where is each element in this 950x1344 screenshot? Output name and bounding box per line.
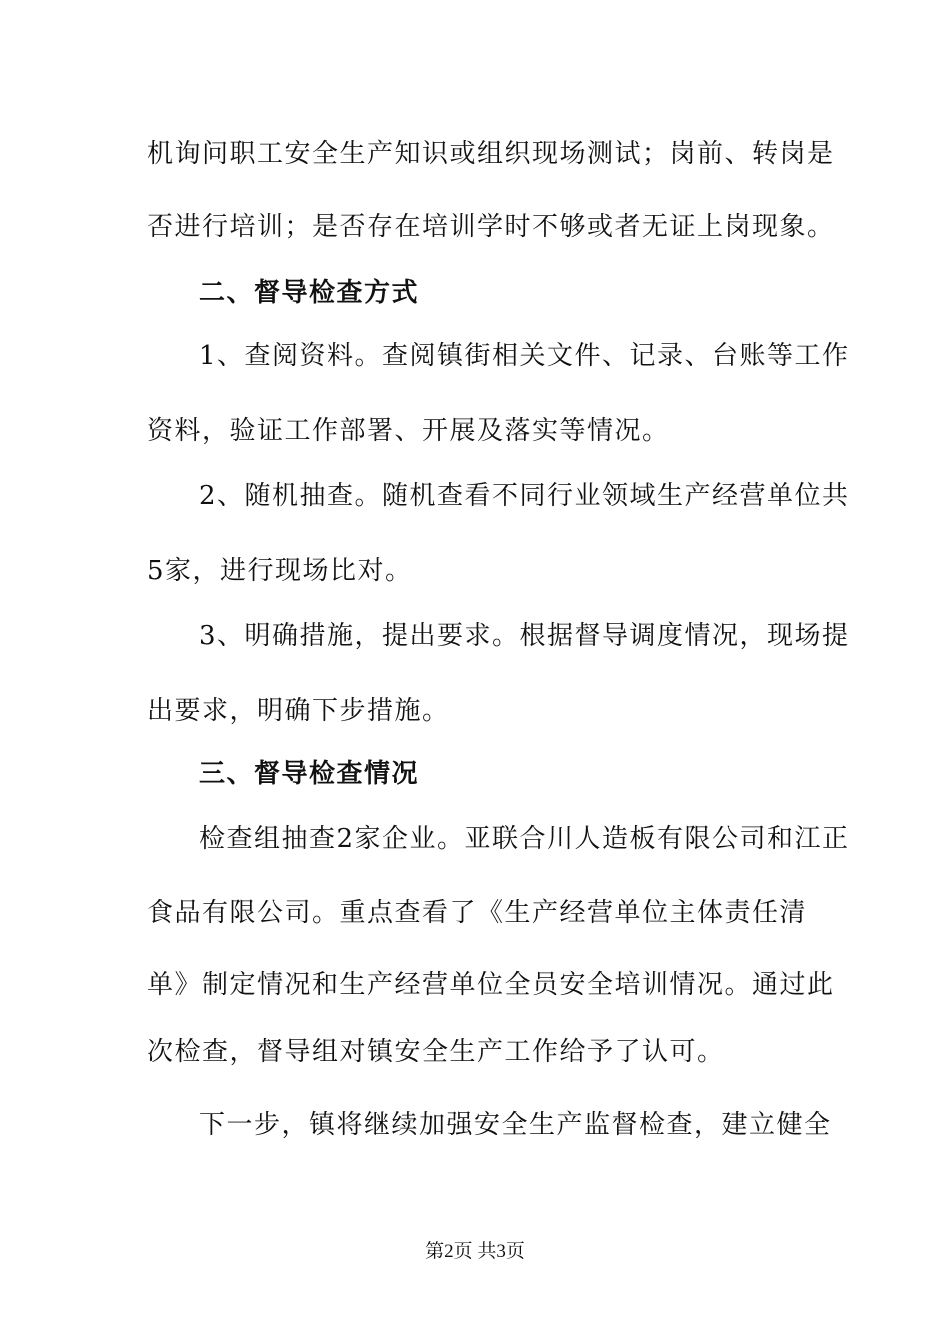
- body-line-10: 食品有限公司。重点查看了《生产经营单位主体责任清: [147, 898, 808, 928]
- body-line-7: 3、明确措施，提出要求。根据督导调度情况，现场提: [199, 621, 850, 651]
- body-line-12: 次检查，督导组对镇安全生产工作给予了认可。: [147, 1037, 725, 1067]
- body-line-3: 1、查阅资料。查阅镇街相关文件、记录、台账等工作: [199, 341, 850, 371]
- body-line-6: 5家，进行现场比对。: [147, 556, 413, 586]
- section-heading-2: 二、督导检查方式: [199, 278, 420, 308]
- body-line-5: 2、随机抽查。随机查看不同行业领域生产经营单位共: [199, 481, 850, 511]
- body-line-8: 出要求，明确下步措施。: [147, 696, 450, 726]
- body-line-13: 下一步，镇将继续加强安全生产监督检查，建立健全: [199, 1110, 832, 1140]
- body-line-1: 机询问职工安全生产知识或组织现场测试；岗前、转岗是: [147, 139, 835, 169]
- body-line-4: 资料，验证工作部署、开展及落实等情况。: [147, 416, 670, 446]
- page-footer: 第2页 共3页: [425, 1241, 525, 1262]
- body-line-11: 单》制定情况和生产经营单位全员安全培训情况。通过此: [147, 970, 835, 1000]
- body-line-2: 否进行培训；是否存在培训学时不够或者无证上岗现象。: [147, 212, 835, 242]
- section-heading-3: 三、督导检查情况: [199, 759, 420, 789]
- body-line-9: 检查组抽查2家企业。亚联合川人造板有限公司和江正: [199, 824, 850, 854]
